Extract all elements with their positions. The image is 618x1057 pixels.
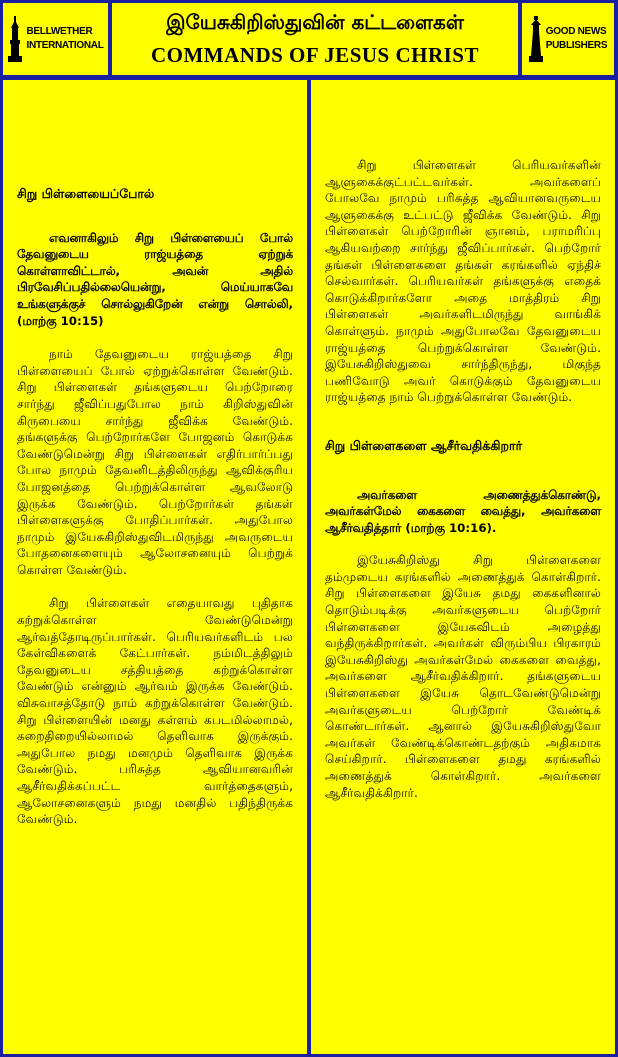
lighthouse-icon [529,16,543,62]
left-column [3,80,307,1054]
left-paragraph-1: நாம் தேவனுடைய ராஜ்யத்தை சிறு பிள்ளையைப் போல் ஏற்றுக்கொள்ள வேண்டும். சிறு பிள்ளைகள் தங்களுடைய பெற்றோரை சார்ந்து ஜீவிப்பதுபோல நாம் கிறிஸ்துவின் கிருபையை சார்ந்து ஜீவிக்க வேண்டும். தங்களுக்கு பெற்றோர்களே போஜனம் கொடுக்க வேண்டுமென்று சிறு பிள்ளைகள் எதிர்பார்ப்பது போல நாமும் தேவனிடத்திலிருந்து ஆவிக்குரிய போஜனத்தை பெற்றுக்கொள்ள ஆவலோடு இருக்க வேண்டும். பெற்றோர்கள் தங்கள் பிள்ளைகளுக்கு போதிப்பார்கள். அதுபோல நாமும் இயேசுகிறிஸ்துவிடமிருந்து அவருடைய போதனைகளையும் ஆலோசனையும் பெற்றுக் கொள்ள வேண்டும். [17,347,293,577]
good-news-logo-text [546,25,607,53]
verse-mark-10-15: எவனாகிலும் சிறு பிள்ளையைப் போல் தேவனுடைய ராஜ்யத்தை ஏற்றுக் கொள்ளாவிட்டால், அவன் அதில் பிரவேசிப்பதில்லையென்று, மெய்யாகவே உங்களுக்குச் சொல்லுகிறேன் என்று சொல்லி, (மாற்கு 10:15) [17,230,293,328]
title-tamil: இயேசுகிறிஸ்துவின் கட்டளைகள் [166,10,464,34]
right-column [311,80,615,1054]
logo-left-line2: INTERNATIONAL [26,40,104,51]
bellwether-logo-text [26,25,103,53]
logo-left-line1: BELLWETHER [26,26,93,37]
title-box [112,3,518,75]
title-english: COMMANDS OF JESUS CHRIST [150,43,479,67]
right-paragraph-2: இயேசுகிறிஸ்து சிறு பிள்ளைகளை தம்முடைய கரங்களில் அணைத்துக் கொள்கிறார். சிறு பிள்ளைகளை இயேசு தமது கைகளினால் தொடும்படிக்கு அவர்களுடைய பெற்றோர் பிள்ளைகளை இயேசுவிடம் அழைத்து வந்திருக்கிறார்கள். அவர்கள் விரும்பிய பிரகாரம் இயேசுகிறிஸ்து அவர்கள்மேல் கைகளை வைத்து, அவர்களை ஆசீர்வதிக்கிறார். தங்களுடைய பிள்ளைகளை இயேசு தொடவேண்டுமென்று அவர்களுடைய பெற்றோர் வேண்டிக் கொண்டார்கள். ஆனால் இயேசுகிறிஸ்துவோ அவர்கள் வேண்டிக்கொண்டதற்கும் அதிகமாக செய்கிறார். பிள்ளைகளை தமது கரங்களில் அணைத்துக் கொள்கிறார். அவர்களை ஆசீர்வதிக்கிறார். [325,553,601,800]
right-paragraph-1: சிறு பிள்ளைகள் பெரியவர்களின் ஆளுகைக்குட்பட்டவர்கள். அவர்களைப் போலவே நாமும் பரிசுத்த ஆவியானவருடைய ஆளுகைக்கு உட்பட்டு ஜீவிக்க வேண்டும். சிறு பிள்ளைகள் பெற்றோரின் ஞானம், பராமரிப்பு ஆகியவற்றை சார்ந்து ஜீவிப்பார்கள். பெற்றோர் தங்கள் பிள்ளைகளை தங்கள் கரங்களில் ஏந்திச் செல்வார்கள். பெரியவர்கள் தங்களுக்கு எதைக் கொடுக்கிறார்களோ அதை மாத்திரம் சிறு பிள்ளைகள் அவர்களிடமிருந்து வாங்கிக் கொள்ளும். நாமும் அதுபோலவே தேவனுடைய ராஜ்யத்தை பெற்றுக்கொள்ள வேண்டும். இயேசுகிறிஸ்துவை சார்ந்திருந்து, மிகுந்த பணிவோடு அவர் கொடுக்கும் தேவனுடைய ராஜ்யத்தை நாம் பெற்றுக்கொள்ள வேண்டும். [325,158,601,405]
good-news-publishers-logo [522,3,614,75]
bellwether-logo [3,3,108,75]
left-paragraph-2: சிறு பிள்ளைகள் எதையாவது புதிதாக கற்றுக்கொள்ள வேண்டுமென்று ஆர்வத்தோடிருப்பார்கள். பெரியவர்களிடம் பல கேள்விகளைக் கேட்பார்கள். நம்மிடத்திலும் தேவனுடைய சத்தியத்தை கற்றுக்கொள்ள வேண்டும் என்னும் ஆர்வம் இருக்க வேண்டும். விசுவாசத்தோடு நாம் கற்றுக்கொள்ள வேண்டும். சிறு பிள்ளையின் மனது கள்ளம் கபடமில்லாமல், கறைதிறையில்லாமல் தெளிவாக இருக்கும். அதுபோல நமது மனமும் தெளிவாக இருக்க வேண்டும். பரிசுத்த ஆவியானவரின் ஆசீர்வதிக்கப்பட்ட வார்த்தைகளும், ஆலோசனைகளும் நமது மனதில் பதிந்திருக்க வேண்டும். [17,596,293,827]
logo-right-line2: PUBLISHERS [545,40,608,51]
verse-mark-10-16: அவர்களை அணைத்துக்கொண்டு, அவர்கள்மேல் கைகளை வைத்து, அவர்களை ஆசீர்வதித்தார் (மாற்கு 10:16). [325,487,601,535]
bellwether-tower-icon [7,16,23,62]
logo-right-line1: GOOD NEWS [545,26,607,37]
section-heading-blesses-children: சிறு பிள்ளைகளை ஆசீர்வதிக்கிறார் [325,437,523,453]
section-heading-like-child: சிறு பிள்ளையைப்போல் [17,186,155,201]
page-header [0,0,618,79]
